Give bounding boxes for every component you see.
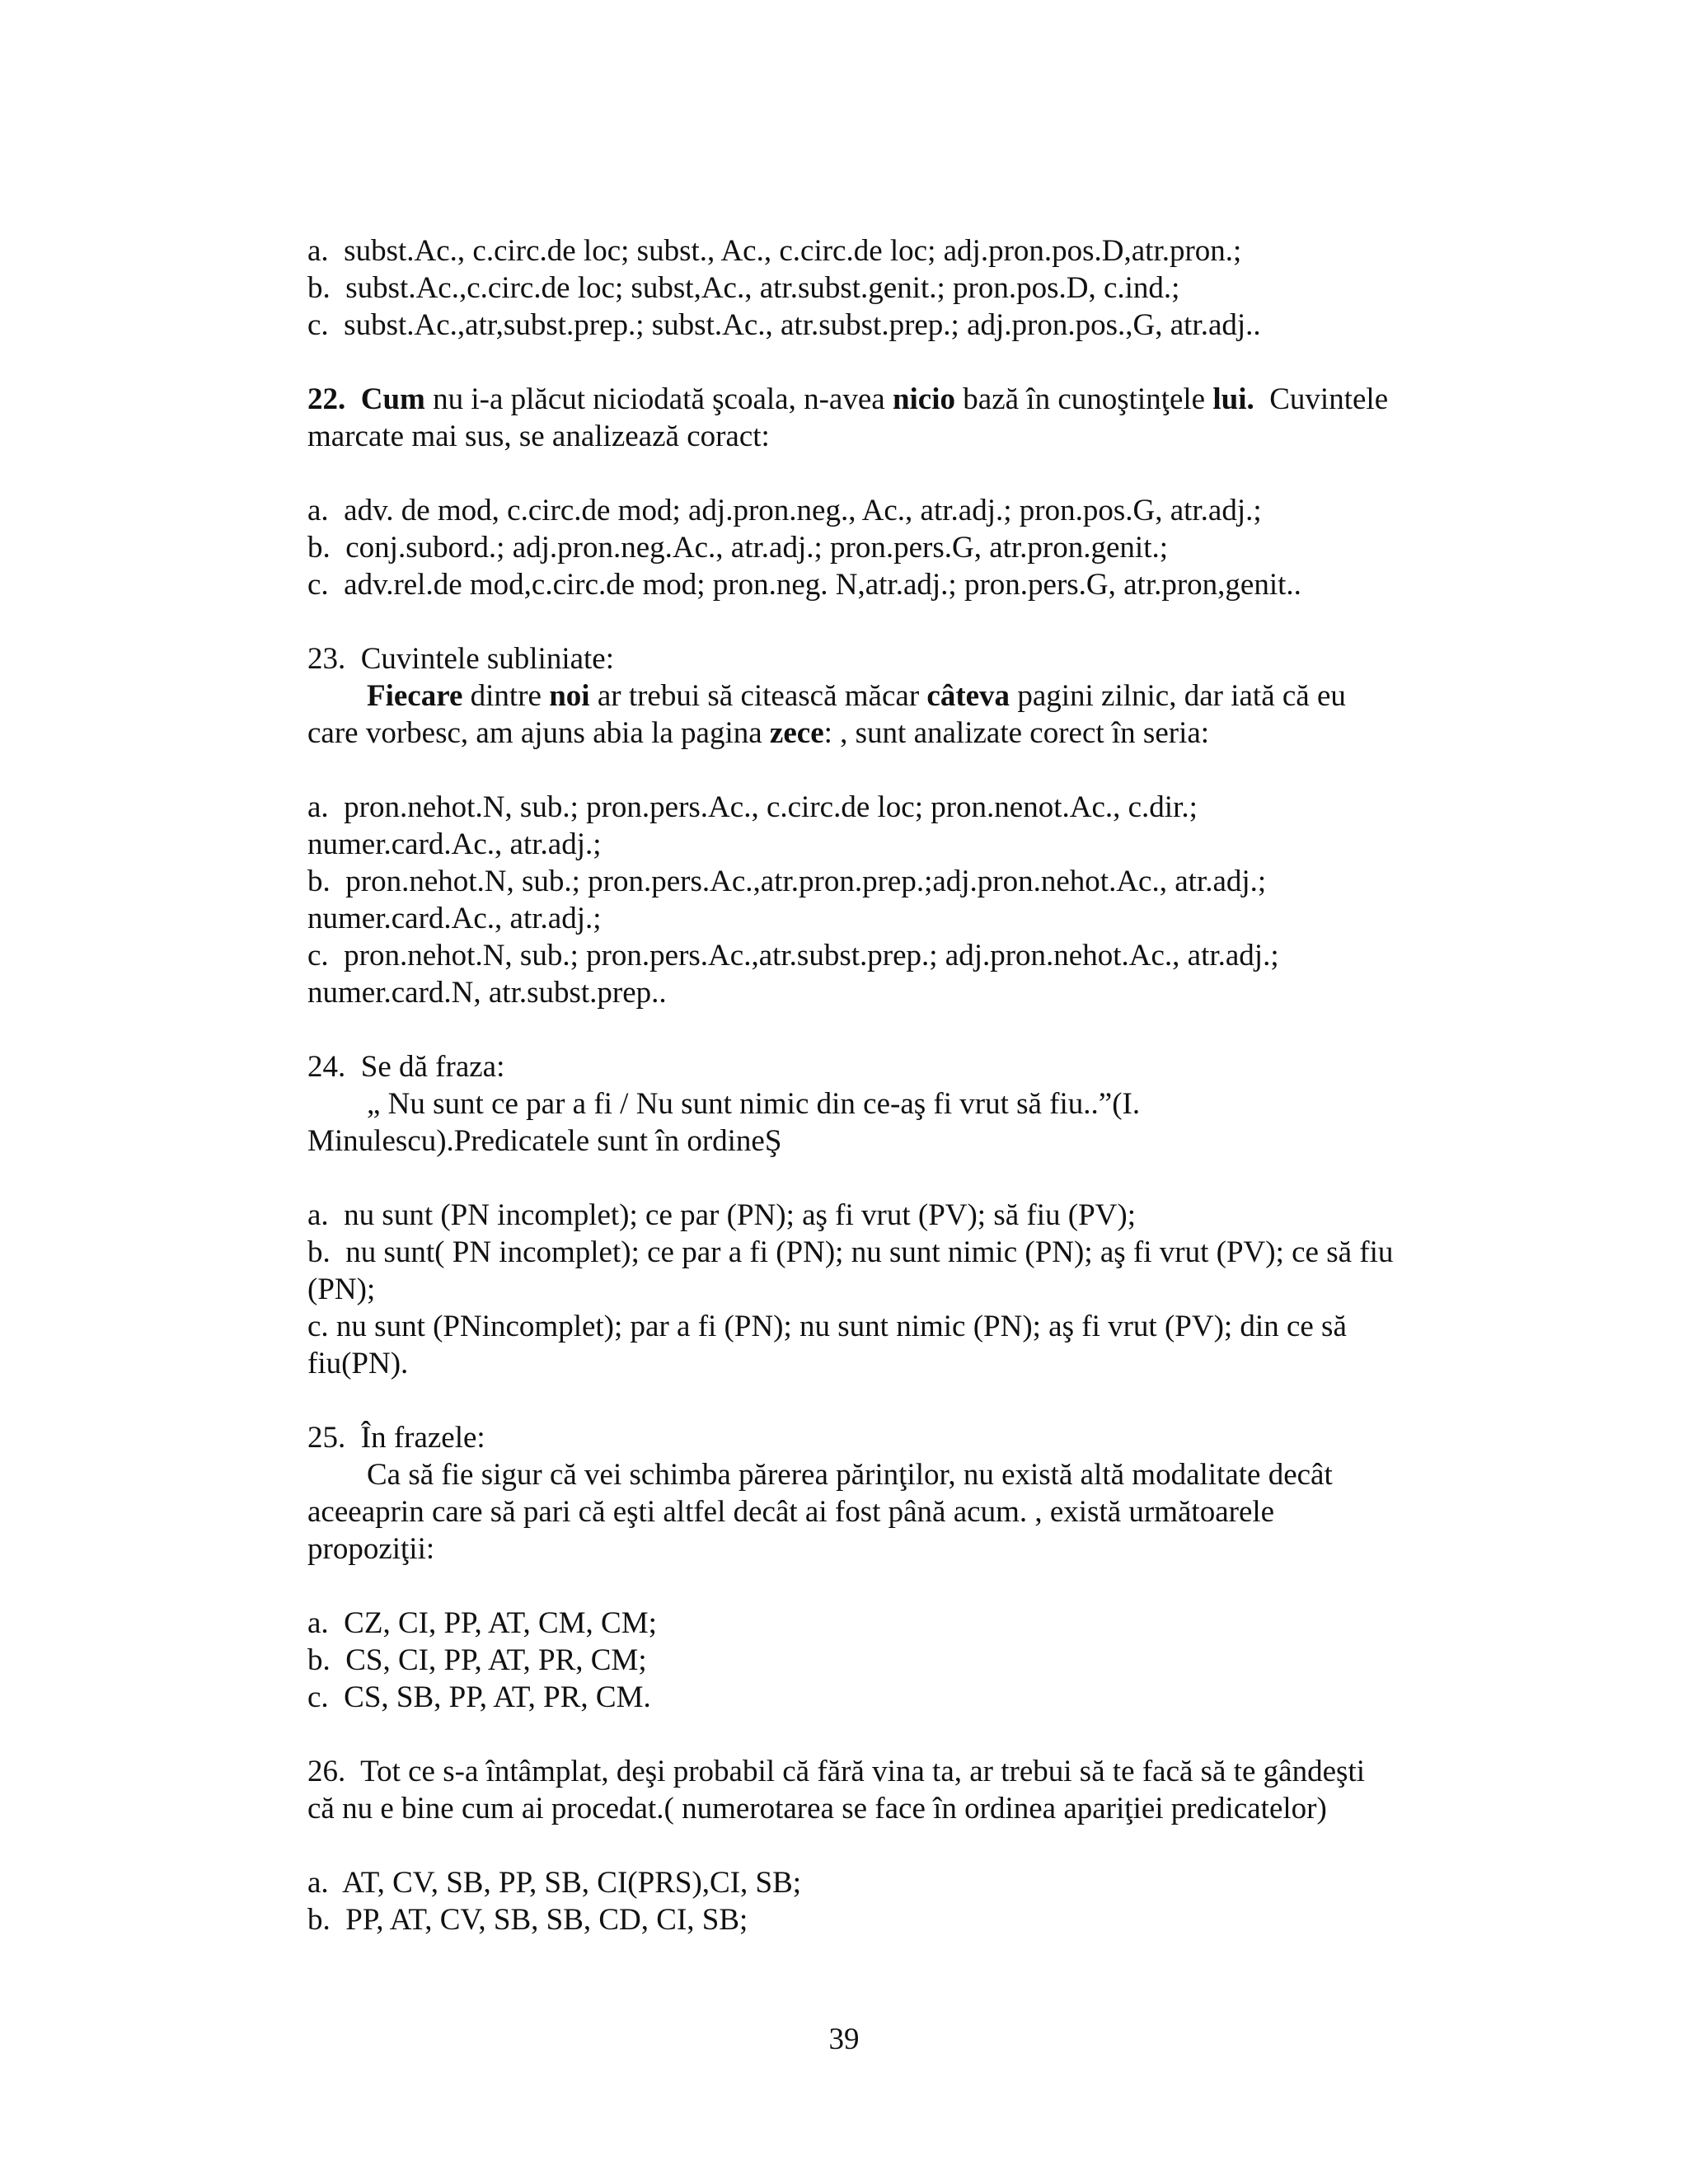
q25-option-a: a. CZ, CI, PP, AT, CM, CM;	[307, 1606, 657, 1640]
page-number: 39	[828, 2022, 860, 2056]
q23-option-c: c. pron.nehot.N, sub.; pron.pers.Ac.,atr.subst.prep.; adj.pron.nehot.Ac., atr.adj.;	[307, 939, 1279, 972]
q24-option-a: a. nu sunt (PN incomplet); ce par (PN); aş fi vrut (PV); să fiu (PV);	[307, 1198, 1136, 1232]
q23-option-c-cont: numer.card.N, atr.subst.prep..	[307, 976, 667, 1010]
q24-quote-line2: Minulescu).Predicatele sunt în ordineŞ	[307, 1124, 782, 1158]
q21-option-c: c. subst.Ac.,atr,subst.prep.; subst.Ac., atr.subst.prep.; adj.pron.pos.,G, atr.adj..	[307, 308, 1261, 342]
q25-sentence-line3: propoziţii:	[307, 1532, 435, 1566]
q23-option-b: b. pron.nehot.N, sub.; pron.pers.Ac.,atr.pron.prep.;adj.pron.nehot.Ac., atr.adj.;	[307, 865, 1267, 898]
q24-option-b-cont: (PN);	[307, 1272, 376, 1306]
q26-stem-line2: că nu e bine cum ai procedat.( numerotarea se face în ordinea apariţiei predicatelor)	[307, 1792, 1327, 1825]
q24-option-c-cont: fiu(PN).	[307, 1347, 409, 1380]
q25-sentence-line1: Ca să fie sigur că vei schimba părerea părinţilor, nu există altă modalitate decât	[367, 1458, 1333, 1492]
q25-option-b: b. CS, CI, PP, AT, PR, CM;	[307, 1643, 647, 1677]
q21-option-a: a. subst.Ac., c.circ.de loc; subst., Ac., c.circ.de loc; adj.pron.pos.D,atr.pron.;	[307, 234, 1242, 268]
q25-sentence-line2: aceeaprin care să pari că eşti altfel decât ai fost până acum. , există următoarele	[307, 1495, 1275, 1529]
q22-number: 22.	[307, 382, 346, 416]
q26-option-b: b. PP, AT, CV, SB, SB, CD, CI, SB;	[307, 1903, 748, 1937]
q23-marked-word-3: câteva	[926, 679, 1010, 713]
q23-marked-word-1: Fiecare	[367, 679, 463, 713]
q25-option-c: c. CS, SB, PP, AT, PR, CM.	[307, 1680, 651, 1714]
q23-option-a-cont: numer.card.Ac., atr.adj.;	[307, 827, 602, 861]
q22-stem-line2: marcate mai sus, se analizează coract:	[307, 419, 770, 453]
q22-option-c: c. adv.rel.de mod,c.circ.de mod; pron.neg. N,atr.adj.; pron.pers.G, atr.pron,genit..	[307, 568, 1301, 602]
q24-header: 24. Se dă fraza:	[307, 1050, 505, 1084]
page-body	[307, 232, 1486, 1938]
q24-option-c: c. nu sunt (PNincomplet); par a fi (PN); nu sunt nimic (PN); aş fi vrut (PV); din ce să	[307, 1310, 1347, 1343]
q26-stem-line1: 26. Tot ce s-a întâmplat, deşi probabil că fără vina ta, ar trebui să te facă să te gândeşti	[307, 1755, 1365, 1788]
q23-marked-word-4: zece	[769, 716, 824, 750]
q23-header: 23. Cuvintele subliniate:	[307, 642, 615, 676]
q22-option-b: b. conj.subord.; adj.pron.neg.Ac., atr.adj.; pron.pers.G, atr.pron.genit.;	[307, 531, 1169, 565]
q21-option-b: b. subst.Ac.,c.circ.de loc; subst,Ac., atr.subst.genit.; pron.pos.D, c.ind.;	[307, 271, 1180, 305]
q22-marked-word-1: Cum	[360, 382, 425, 416]
q22-marked-word-2: nicio	[892, 382, 956, 416]
q26-option-a: a. AT, CV, SB, PP, SB, CI(PRS),CI, SB;	[307, 1866, 802, 1900]
q25-header: 25. În frazele:	[307, 1421, 485, 1455]
q23-option-a: a. pron.nehot.N, sub.; pron.pers.Ac., c.circ.de loc; pron.nenot.Ac., c.dir.;	[307, 790, 1198, 824]
q24-option-b: b. nu sunt( PN incomplet); ce par a fi (PN); nu sunt nimic (PN); aş fi vrut (PV); ce să fiu	[307, 1235, 1394, 1269]
q22-option-a: a. adv. de mod, c.circ.de mod; adj.pron.neg., Ac., atr.adj.; pron.pos.G, atr.adj.;	[307, 494, 1262, 527]
q23-sentence-line2: care vorbesc, am ajuns abia la pagina zece: , sunt analizate corect în seria:	[307, 716, 1210, 750]
q23-sentence-line1: Fiecare dintre noi ar trebui să citească măcar câteva pagini zilnic, dar iată că eu	[367, 679, 1346, 713]
q23-option-b-cont: numer.card.Ac., atr.adj.;	[307, 902, 602, 935]
q23-marked-word-2: noi	[549, 679, 590, 713]
q24-quote-line1: „ Nu sunt ce par a fi / Nu sunt nimic din ce-aş fi vrut să fiu..”(I.	[367, 1087, 1141, 1121]
q22-marked-word-3: lui.	[1212, 382, 1254, 416]
q22-stem-line1: 22. Cum nu i-a plăcut niciodată şcoala, n-avea nicio bază în cunoştinţele lui. Cuvintele	[307, 382, 1389, 416]
